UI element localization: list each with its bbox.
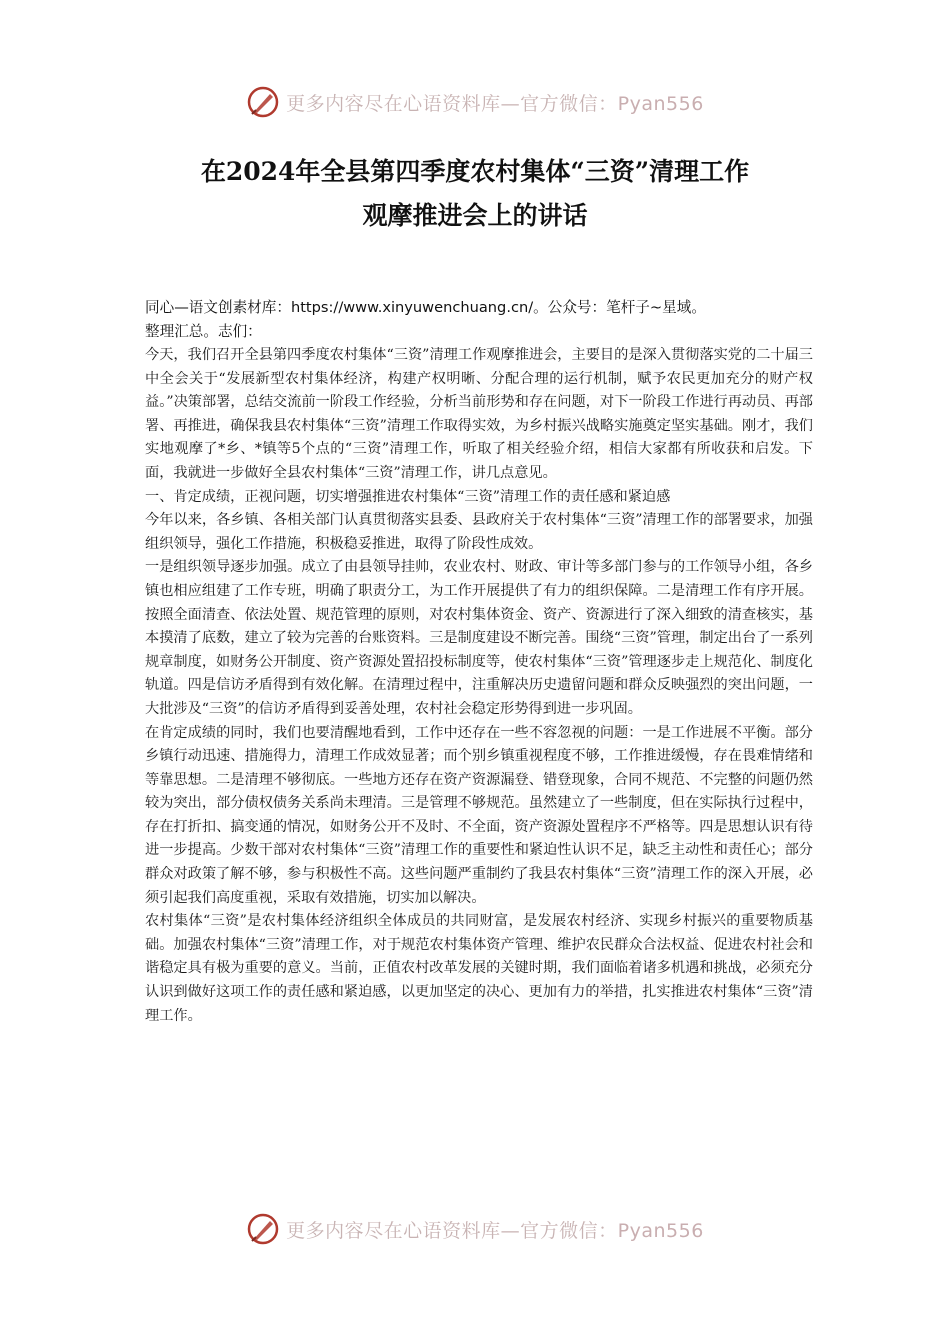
title-line-2: 观摩推进会上的讲话	[362, 201, 588, 230]
source-note	[145, 296, 825, 344]
header-banner	[0, 82, 950, 122]
title-line-1: 在2024年全县第四季度农村集体“三资”清理工作	[200, 157, 750, 186]
source-line-2: 整理汇总。志们：	[145, 323, 262, 340]
quill-logo-icon	[246, 85, 280, 119]
speech-body	[145, 344, 813, 1028]
paragraph: 一是组织领导逐步加强。成立了由县领导挂帅，农业农村、财政、审计等多部门参与的工作领导小组，各乡镇也相应组建了工作专班，明确了职责分工，为工作开展提供了有力的组织保障。二是清理工作有序开展。按照全面清查、依法处置、规范管理的原则，对农村集体资金、资产、资源进行了深入细致的清查核实，基本摸清了底数，建立了较为完善的台账资料。三是制度建设不断完善。围绕“三资”管理，制定出台了一系列规章制度，如财务公开制度、资产资源处置招投标制度等，使农村集体“三资”管理逐步走上规范化、制度化轨道。四是信访矛盾得到有效化解。在清理过程中，注重解决历史遗留问题和群众反映强烈的突出问题，一大批涉及“三资”的信访矛盾得到妥善处理，农村社会稳定形势得到进一步巩固。	[145, 559, 813, 717]
quill-logo-icon	[246, 1212, 280, 1246]
paragraph: 今年以来，各乡镇、各相关部门认真贯彻落实县委、县政府关于农村集体“三资”清理工作的部署要求，加强组织领导，强化工作措施，积极稳妥推进，取得了阶段性成效。	[145, 512, 813, 552]
source-line-1: 同心—语文创素材库：https://www.xinyuwenchuang.cn/。公众号：笔杆子~星域。	[145, 299, 706, 316]
banner-text: 更多内容尽在心语资料库—官方微信：Pyan556	[286, 92, 704, 115]
paragraph: 在肯定成绩的同时，我们也要清醒地看到，工作中还存在一些不容忽视的问题：一是工作进展不平衡。部分乡镇行动迅速、措施得力，清理工作成效显著；而个别乡镇重视程度不够，工作推进缓慢，存在畏难情绪和等靠思想。二是清理不够彻底。一些地方还存在资产资源漏登、错登现象，合同不规范、不完整的问题仍然较为突出，部分债权债务关系尚未理清。三是管理不够规范。虽然建立了一些制度，但在实际执行过程中，存在打折扣、搞变通的情况，如财务公开不及时、不全面，资产资源处置程序不严格等。四是思想认识有待进一步提高。少数干部对农村集体“三资”清理工作的重要性和紧迫性认识不足，缺乏主动性和责任心；部分群众对政策了解不够，参与积极性不高。这些问题严重制约了我县农村集体“三资”清理工作的深入开展，必须引起我们高度重视，采取有效措施，切实加以解决。	[145, 724, 813, 906]
page-title	[100, 150, 850, 238]
paragraph-intro: 今天，我们召开全县第四季度农村集体“三资”清理工作观摩推进会，主要目的是深入贯彻落实党的二十届三中全会关于“发展新型农村集体经济，构建产权明晰、分配合理的运行机制，赋予农民更加充分的财产权益。”决策部署，总结交流前一阶段工作经验，分析当前形势和存在问题，对下一阶段工作进行再动员、再部署、再推进，确保我县农村集体“三资”清理工作取得实效，为乡村振兴战略实施奠定坚实基础。刚才，我们实地观摩了*乡、*镇等5个点的“三资”清理工作，听取了相关经验介绍，相信大家都有所收获和启发。下面，我就进一步做好全县农村集体“三资”清理工作，讲几点意见。	[145, 347, 813, 481]
footer-banner	[0, 1209, 950, 1249]
paragraph: 农村集体“三资”是农村集体经济组织全体成员的共同财富，是发展农村经济、实现乡村振兴的重要物质基础。加强农村集体“三资”清理工作，对于规范农村集体资产管理、维护农民群众合法权益、促进农村社会和谐稳定具有极为重要的意义。当前，正值农村改革发展的关键时期，我们面临着诸多机遇和挑战，必须充分认识到做好这项工作的责任感和紧迫感，以更加坚定的决心、更加有力的举措，扎实推进农村集体“三资”清理工作。	[145, 913, 813, 1024]
banner-text: 更多内容尽在心语资料库—官方微信：Pyan556	[286, 1219, 704, 1242]
section-heading-1: 一、肯定成绩，正视问题，切实增强推进农村集体“三资”清理工作的责任感和紧迫感	[145, 488, 671, 505]
